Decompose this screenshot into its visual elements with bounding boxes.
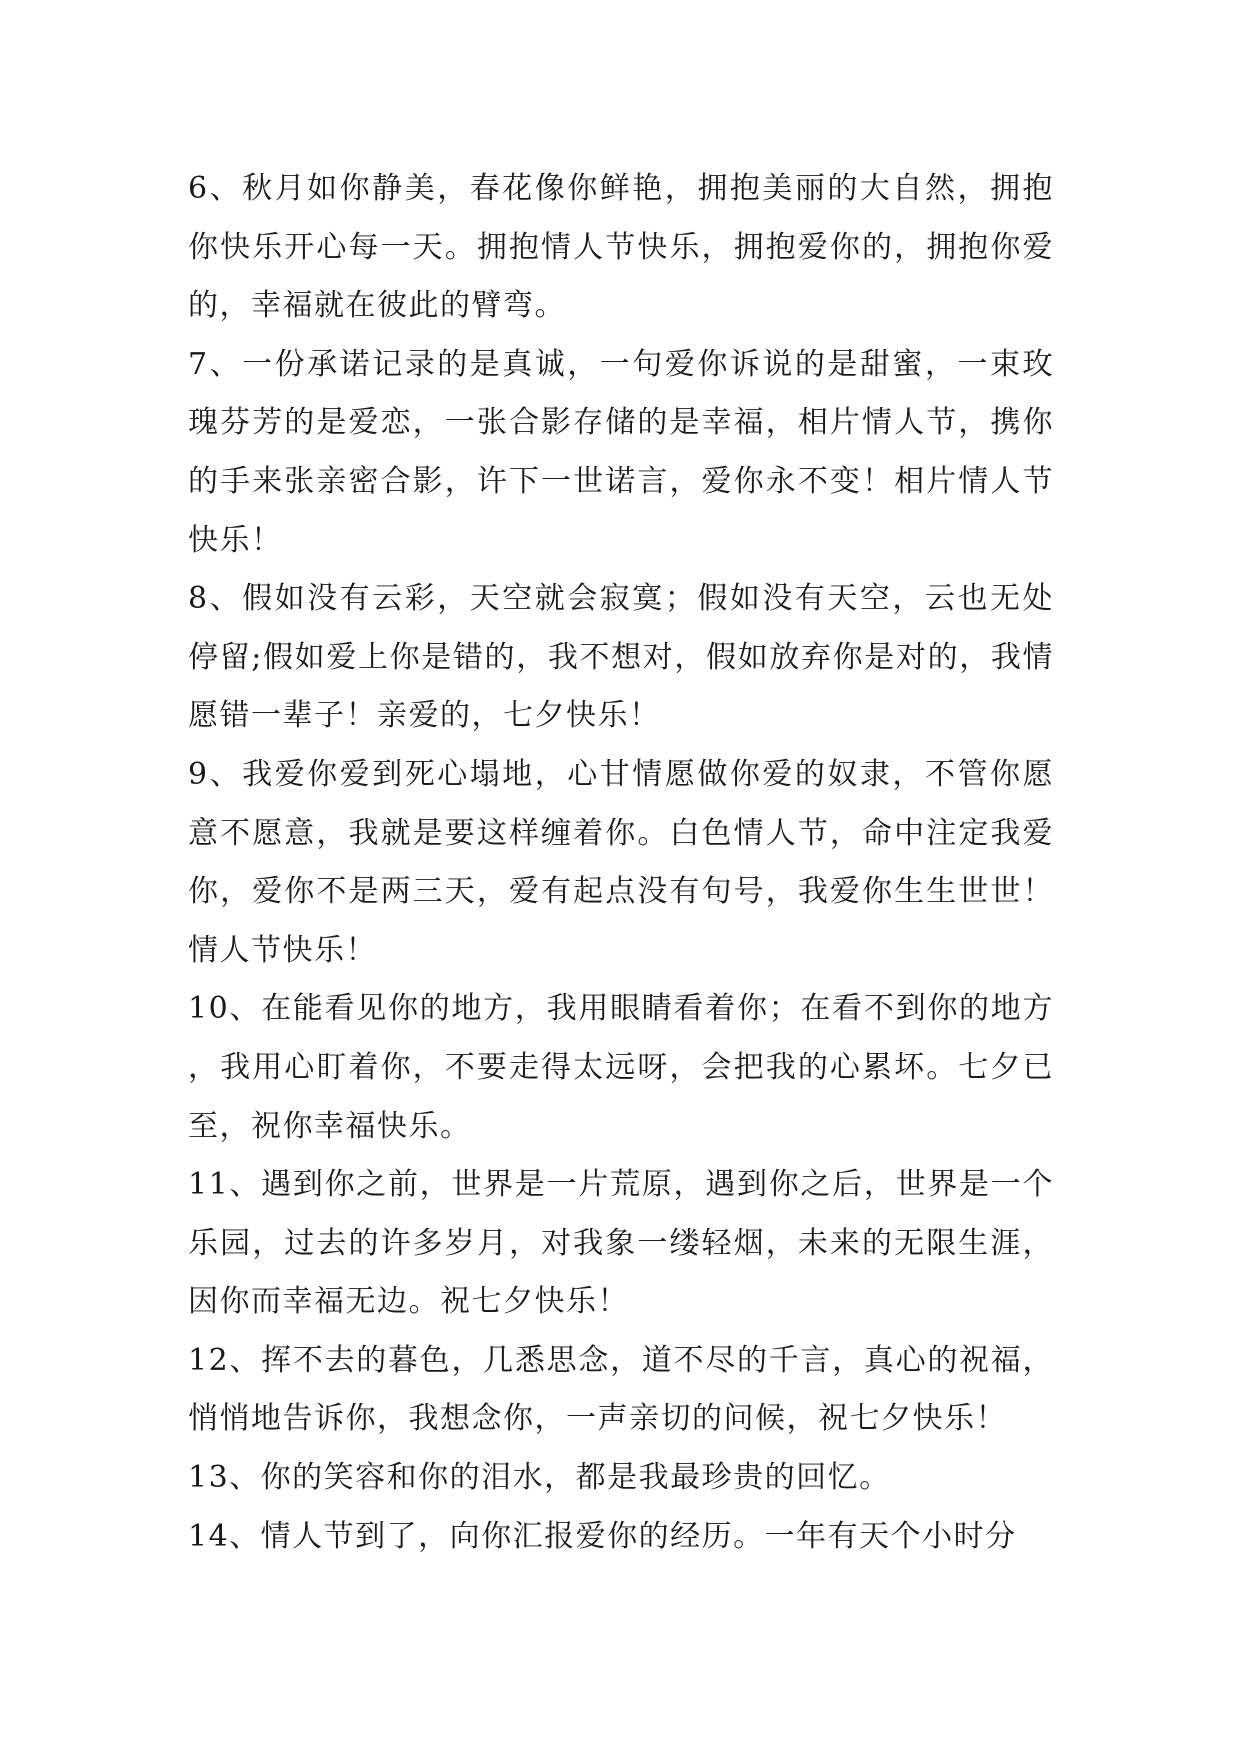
paragraph-14: 14、情人节到了，向你汇报爱你的经历。一年有天个小时分 bbox=[188, 1518, 1017, 1554]
paragraph-8: 8、假如没有云彩，天空就会寂寞；假如没有天空，云也无处停留;假如爱上你是错的，我不想对，假如放弃你是对的，我情愿错一辈子！亲爱的，七夕快乐！ bbox=[188, 581, 1054, 734]
paragraph-12: 12、挥不去的暮色，几悉思念，道不尽的千言，真心的祝福，悄悄地告诉你，我想念你，一声亲切的问候，祝七夕快乐！ bbox=[188, 1342, 1054, 1437]
document-body bbox=[188, 160, 1054, 1566]
paragraph-7: 7、一份承诺记录的是真诚，一句爱你诉说的是甜蜜，一束玫瑰芬芳的是爱恋，一张合影存储的是幸福，相片情人节，携你的手来张亲密合影，许下一世诺言，爱你永不变！相片情人节快乐！ bbox=[188, 346, 1054, 558]
paragraph-11: 11、遇到你之前，世界是一片荒原，遇到你之后，世界是一个乐园，过去的许多岁月，对我象一缕轻烟，未来的无限生涯，因你而幸福无边。祝七夕快乐！ bbox=[188, 1167, 1054, 1320]
paragraph-13: 13、你的笑容和你的泪水，都是我最珍贵的回忆。 bbox=[188, 1460, 891, 1496]
paragraph-6: 6、秋月如你静美，春花像你鲜艳，拥抱美丽的大自然，拥抱你快乐开心每一天。拥抱情人节快乐，拥抱爱你的，拥抱你爱的，幸福就在彼此的臂弯。 bbox=[188, 171, 1054, 324]
paragraph-10: 10、在能看见你的地方，我用眼睛看着你；在看不到你的地方，我用心盯着你，不要走得太远呀，会把我的心累坏。七夕已至，祝你幸福快乐。 bbox=[188, 991, 1054, 1144]
paragraph-9: 9、我爱你爱到死心塌地，心甘情愿做你爱的奴隶，不管你愿意不愿意，我就是要这样缠着你。白色情人节，命中注定我爱你，爱你不是两三天，爱有起点没有句号，我爱你生生世世！情人节快乐！ bbox=[188, 756, 1054, 968]
